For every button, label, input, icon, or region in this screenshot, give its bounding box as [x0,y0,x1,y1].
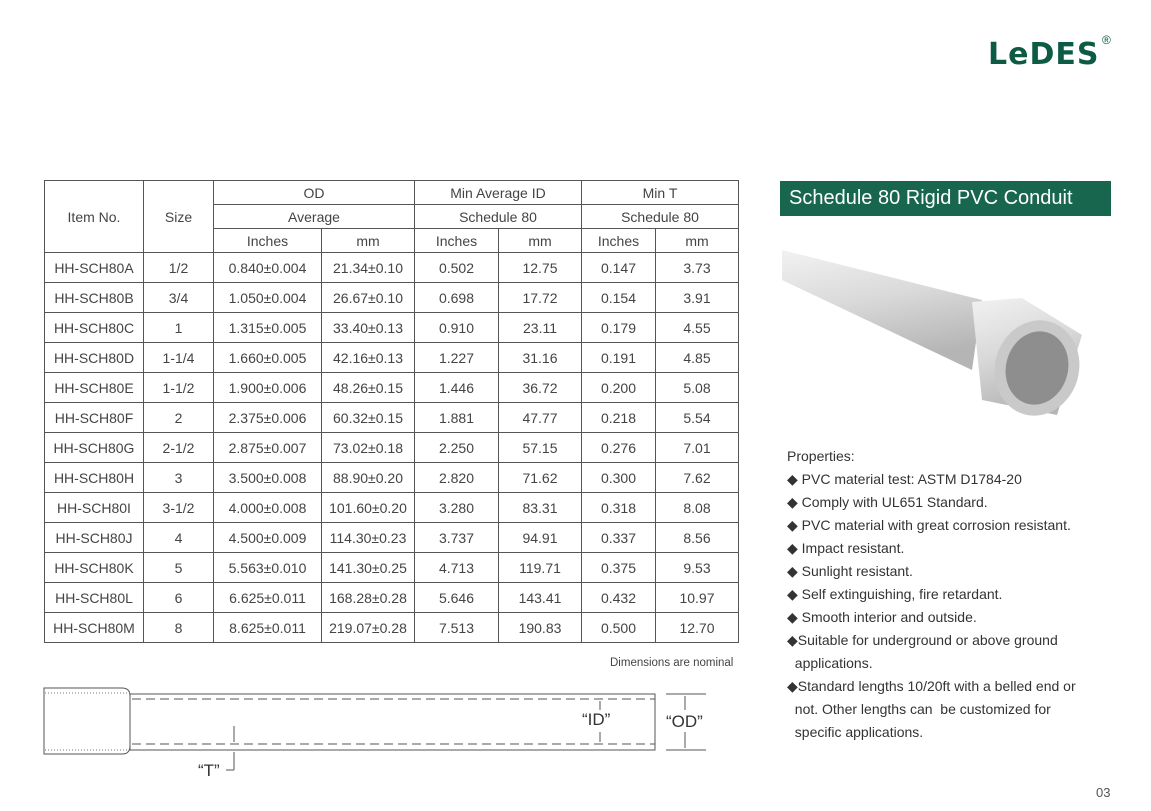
table-cell: 23.11 [499,313,582,343]
table-cell: 73.02±0.18 [322,433,415,463]
table-cell: 3.91 [656,283,739,313]
pvc-conduit-image [782,240,1092,425]
table-cell: 2.250 [415,433,499,463]
table-cell: HH-SCH80D [45,343,144,373]
table-cell: 3 [144,463,214,493]
table-cell: 5.563±0.010 [214,553,322,583]
t-label: “T” [198,761,220,780]
table-cell: 31.16 [499,343,582,373]
table-row [45,403,739,433]
header-id: Min Average ID [415,181,582,205]
table-row [45,613,739,643]
property-item: ◆ PVC material test: ASTM D1784-20 [787,471,1022,487]
table-cell: 8 [144,613,214,643]
table-cell: 190.83 [499,613,582,643]
table-row [45,253,739,283]
table-cell: 8.56 [656,523,739,553]
table-cell: 3.280 [415,493,499,523]
table-cell: 1.900±0.006 [214,373,322,403]
table-cell: 143.41 [499,583,582,613]
table-cell: 0.500 [582,613,656,643]
table-cell: 1 [144,313,214,343]
table-cell: HH-SCH80J [45,523,144,553]
table-cell: 4 [144,523,214,553]
table-cell: 8.625±0.011 [214,613,322,643]
table-row [45,493,739,523]
table-cell: 0.502 [415,253,499,283]
table-cell: 4.713 [415,553,499,583]
table-cell: 0.337 [582,523,656,553]
table-cell: 0.432 [582,583,656,613]
table-cell: 10.97 [656,583,739,613]
table-cell: 0.375 [582,553,656,583]
table-cell: 5.646 [415,583,499,613]
table-cell: 12.75 [499,253,582,283]
table-row [45,343,739,373]
table-cell: HH-SCH80F [45,403,144,433]
table-cell: HH-SCH80I [45,493,144,523]
table-cell: 60.32±0.15 [322,403,415,433]
table-cell: 101.60±0.20 [322,493,415,523]
table-cell: HH-SCH80C [45,313,144,343]
table-cell: 5 [144,553,214,583]
product-title-banner: Schedule 80 Rigid PVC Conduit [780,181,1111,216]
table-cell: 57.15 [499,433,582,463]
table-cell: 8.08 [656,493,739,523]
header-unit: Inches [214,229,322,253]
header-unit: mm [499,229,582,253]
table-cell: 4.85 [656,343,739,373]
table-cell: 6 [144,583,214,613]
table-cell: 2.875±0.007 [214,433,322,463]
table-cell: 0.300 [582,463,656,493]
registered-mark: ® [1102,33,1111,47]
property-item: not. Other lengths can be customized for [787,701,1051,717]
table-cell: 168.28±0.28 [322,583,415,613]
header-size: Size [144,181,214,253]
table-cell: 0.154 [582,283,656,313]
table-cell: 0.191 [582,343,656,373]
table-cell: 83.31 [499,493,582,523]
table-cell: 5.54 [656,403,739,433]
header-od: OD [214,181,415,205]
table-cell: 1.227 [415,343,499,373]
table-cell: 219.07±0.28 [322,613,415,643]
table-row [45,583,739,613]
table-cell: 71.62 [499,463,582,493]
table-cell: 141.30±0.25 [322,553,415,583]
table-cell: 47.77 [499,403,582,433]
table-cell: 17.72 [499,283,582,313]
table-cell: 36.72 [499,373,582,403]
property-item: applications. [787,655,873,671]
table-cell: 26.67±0.10 [322,283,415,313]
table-cell: 0.200 [582,373,656,403]
table-cell: 7.62 [656,463,739,493]
property-item: ◆Suitable for underground or above ground [787,632,1058,648]
table-cell: 1/2 [144,253,214,283]
header-t: Min T [582,181,739,205]
table-row [45,553,739,583]
table-cell: 1.315±0.005 [214,313,322,343]
table-cell: HH-SCH80H [45,463,144,493]
dimensions-note: Dimensions are nominal [610,657,734,669]
table-cell: 21.34±0.10 [322,253,415,283]
table-cell: HH-SCH80B [45,283,144,313]
table-cell: HH-SCH80L [45,583,144,613]
pipe-dimension-diagram [40,680,760,780]
table-cell: 1-1/2 [144,373,214,403]
header-unit: mm [656,229,739,253]
table-cell: 88.90±0.20 [322,463,415,493]
header-unit: Inches [415,229,499,253]
table-cell: 1.660±0.005 [214,343,322,373]
table-row [45,313,739,343]
table-row [45,523,739,553]
table-cell: 48.26±0.15 [322,373,415,403]
property-item: ◆ Comply with UL651 Standard. [787,494,988,510]
table-cell: 4.55 [656,313,739,343]
header-unit: Inches [582,229,656,253]
table-row [45,463,739,493]
property-item: ◆Standard lengths 10/20ft with a belled end or [787,678,1076,694]
table-row [45,433,739,463]
table-cell: 0.840±0.004 [214,253,322,283]
table-row [45,283,739,313]
table-cell: 2.820 [415,463,499,493]
header-t-sub: Schedule 80 [582,205,739,229]
ledes-logo: LeDES [988,37,1100,72]
table-cell: 94.91 [499,523,582,553]
table-cell: HH-SCH80G [45,433,144,463]
properties-title: Properties: [787,448,855,464]
table-cell: 0.318 [582,493,656,523]
table-cell: HH-SCH80E [45,373,144,403]
property-item: ◆ Smooth interior and outside. [787,609,977,625]
table-cell: 1-1/4 [144,343,214,373]
table-cell: 3-1/2 [144,493,214,523]
table-cell: 0.698 [415,283,499,313]
table-cell: HH-SCH80A [45,253,144,283]
table-cell: 0.910 [415,313,499,343]
table-cell: 5.08 [656,373,739,403]
table-cell: 1.881 [415,403,499,433]
table-cell: 0.179 [582,313,656,343]
table-cell: 3.73 [656,253,739,283]
header-item-no: Item No. [45,181,144,253]
table-cell: 3.737 [415,523,499,553]
table-cell: 3/4 [144,283,214,313]
table-cell: 2 [144,403,214,433]
table-cell: 7.513 [415,613,499,643]
property-item: specific applications. [787,724,924,740]
property-item: ◆ PVC material with great corrosion resistant. [787,517,1071,533]
table-cell: 0.218 [582,403,656,433]
table-cell: 4.500±0.009 [214,523,322,553]
table-cell: 42.16±0.13 [322,343,415,373]
table-cell: 1.446 [415,373,499,403]
properties-section [787,445,1076,744]
page-number: 03 [1096,785,1111,800]
table-cell: 0.276 [582,433,656,463]
id-label: “ID” [582,710,611,729]
table-cell: 1.050±0.004 [214,283,322,313]
table-cell: 114.30±0.23 [322,523,415,553]
table-cell: 0.147 [582,253,656,283]
table-cell: 2-1/2 [144,433,214,463]
spec-table [44,180,739,643]
table-cell: 9.53 [656,553,739,583]
table-cell: 3.500±0.008 [214,463,322,493]
header-id-sub: Schedule 80 [415,205,582,229]
table-cell: 33.40±0.13 [322,313,415,343]
table-cell: HH-SCH80K [45,553,144,583]
table-cell: 7.01 [656,433,739,463]
table-row [45,373,739,403]
table-cell: 119.71 [499,553,582,583]
property-item: ◆ Self extinguishing, fire retardant. [787,586,1003,602]
od-label: “OD” [666,712,703,731]
table-cell: HH-SCH80M [45,613,144,643]
table-cell: 6.625±0.011 [214,583,322,613]
header-unit: mm [322,229,415,253]
table-cell: 2.375±0.006 [214,403,322,433]
header-od-sub: Average [214,205,415,229]
property-item: ◆ Sunlight resistant. [787,563,913,579]
property-item: ◆ Impact resistant. [787,540,905,556]
table-cell: 12.70 [656,613,739,643]
table-cell: 4.000±0.008 [214,493,322,523]
